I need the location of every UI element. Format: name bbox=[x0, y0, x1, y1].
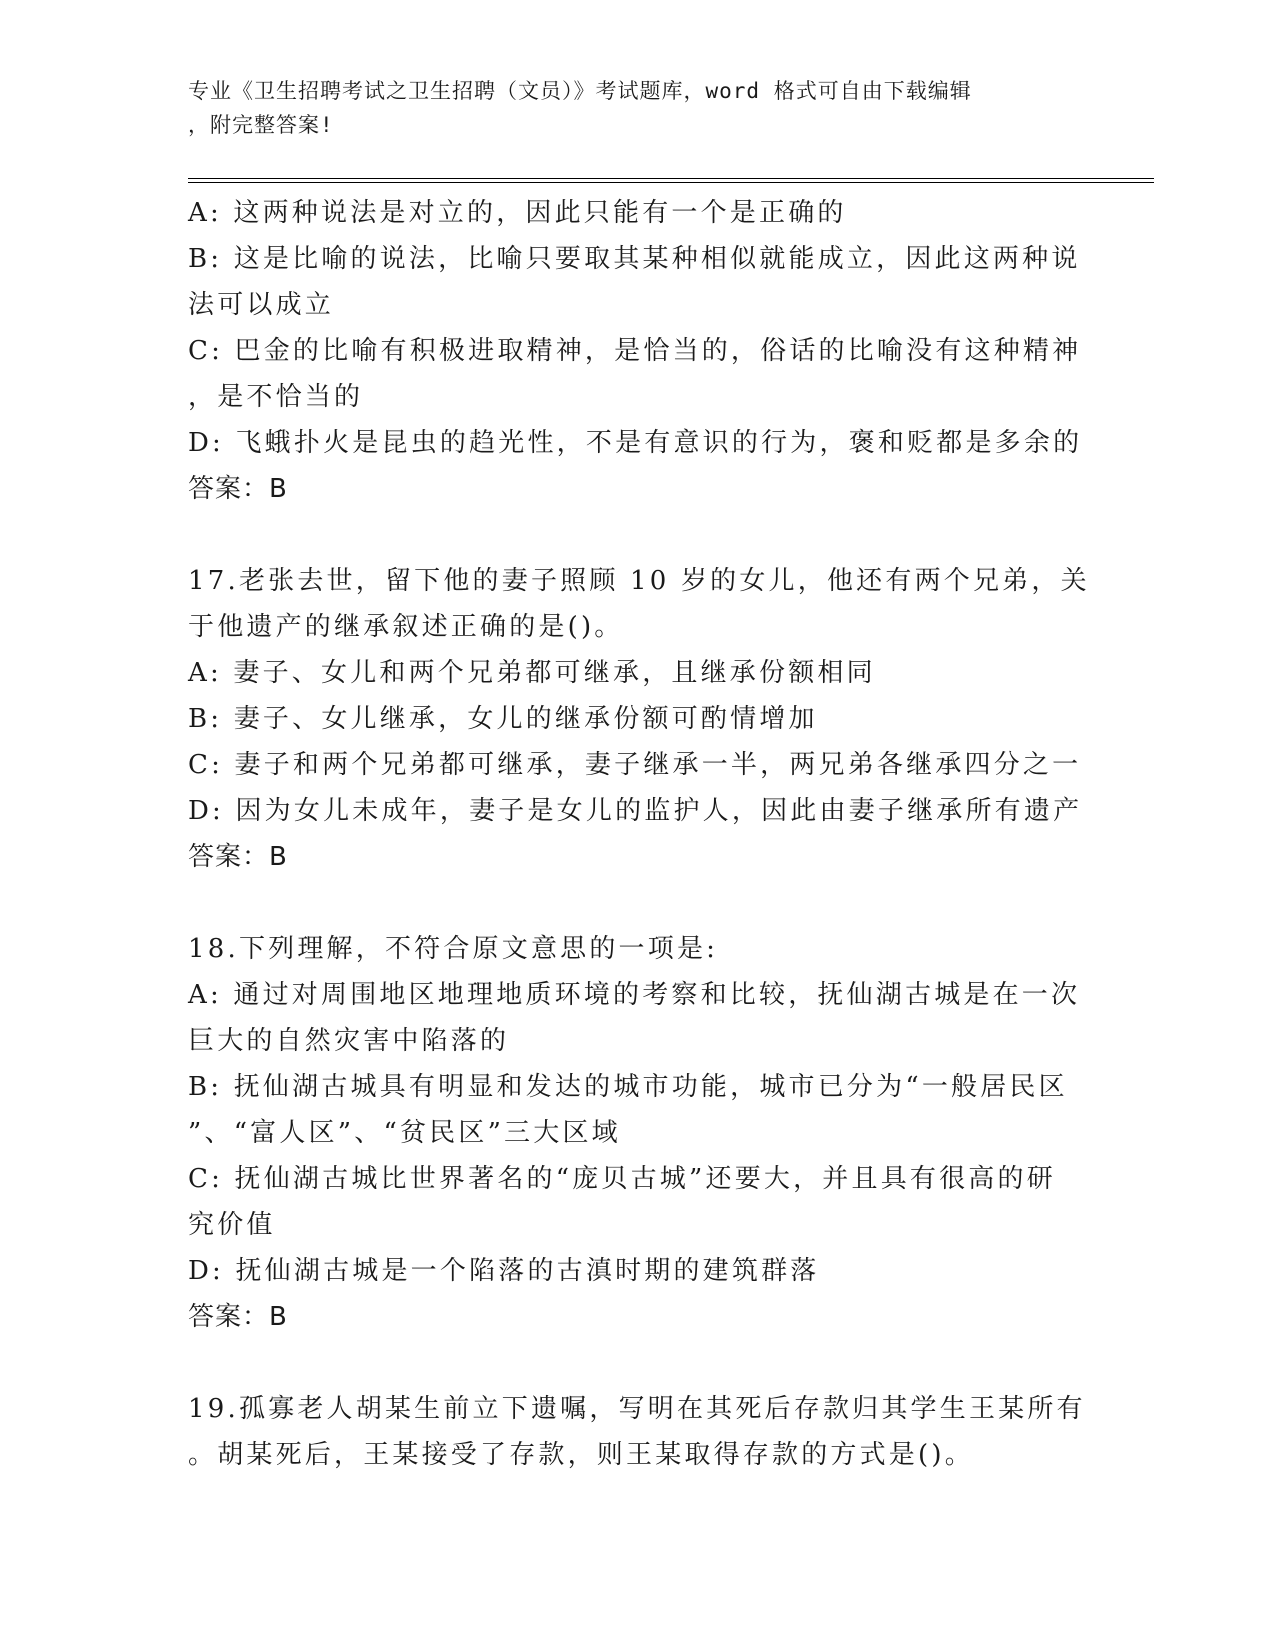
option-line: 巨大的自然灾害中陷落的 bbox=[188, 1026, 510, 1056]
header-divider bbox=[188, 178, 1154, 183]
option-line: 法可以成立 bbox=[188, 290, 335, 320]
question-list bbox=[188, 190, 1090, 1478]
option-line: 究价值 bbox=[188, 1210, 276, 1240]
header-line-2: ，附完整答案! bbox=[188, 113, 334, 137]
question-19 bbox=[188, 1386, 1086, 1478]
spacer bbox=[188, 512, 1068, 558]
question-line: 18.下列理解，不符合原文意思的一项是: bbox=[188, 934, 719, 964]
option-line: ”、“富人区”、“贫民区”三大区域 bbox=[188, 1118, 621, 1148]
option-line: C: 妻子和两个兄弟都可继承，妻子继承一半，两兄弟各继承四分之一 bbox=[188, 750, 1082, 780]
option-line: C: 巴金的比喻有积极进取精神，是恰当的，俗话的比喻没有这种精神 bbox=[188, 336, 1082, 366]
spacer bbox=[188, 1340, 1068, 1386]
option-line: B: 妻子、女儿继承，女儿的继承份额可酌情增加 bbox=[188, 704, 818, 734]
spacer bbox=[188, 880, 1068, 926]
header-line-1: 专业《卫生招聘考试之卫生招聘（文员）》考试题库，word 格式可自由下载编辑 bbox=[188, 79, 972, 103]
question-16-options bbox=[188, 190, 1083, 466]
question-17-answer: 答案：B bbox=[188, 842, 288, 872]
option-line: D: 因为女儿未成年，妻子是女儿的监护人，因此由妻子继承所有遗产 bbox=[188, 796, 1083, 826]
option-line: B: 抚仙湖古城具有明显和发达的城市功能，城市已分为“一般居民区 bbox=[188, 1072, 1068, 1102]
question-line: 17.老张去世，留下他的妻子照顾 10 岁的女儿，他还有两个兄弟，关 bbox=[188, 566, 1090, 596]
question-line: 于他遗产的继承叙述正确的是()。 bbox=[188, 612, 624, 642]
option-line: C: 抚仙湖古城比世界著名的“庞贝古城”还要大，并且具有很高的研 bbox=[188, 1164, 1056, 1194]
question-18 bbox=[188, 926, 1081, 1294]
question-18-answer: 答案：B bbox=[188, 1302, 288, 1332]
question-16-answer: 答案：B bbox=[188, 474, 288, 504]
document-header bbox=[188, 74, 1068, 142]
option-line: A: 通过对周围地区地理地质环境的考察和比较，抚仙湖古城是在一次 bbox=[188, 980, 1081, 1010]
question-line: 19.孤寡老人胡某生前立下遗嘱，写明在其死后存款归其学生王某所有 bbox=[188, 1394, 1086, 1424]
option-line: D: 飞蛾扑火是昆虫的趋光性，不是有意识的行为，褒和贬都是多余的 bbox=[188, 428, 1083, 458]
question-17 bbox=[188, 558, 1090, 834]
option-line: B: 这是比喻的说法，比喻只要取其某种相似就能成立，因此这两种说 bbox=[188, 244, 1081, 274]
option-line: D: 抚仙湖古城是一个陷落的古滇时期的建筑群落 bbox=[188, 1256, 820, 1286]
question-line: 。胡某死后，王某接受了存款，则王某取得存款的方式是()。 bbox=[188, 1440, 974, 1470]
option-line: ，是不恰当的 bbox=[188, 382, 364, 412]
option-line: A: 妻子、女儿和两个兄弟都可继承，且继承份额相同 bbox=[188, 658, 876, 688]
option-line: A: 这两种说法是对立的，因此只能有一个是正确的 bbox=[188, 198, 847, 228]
